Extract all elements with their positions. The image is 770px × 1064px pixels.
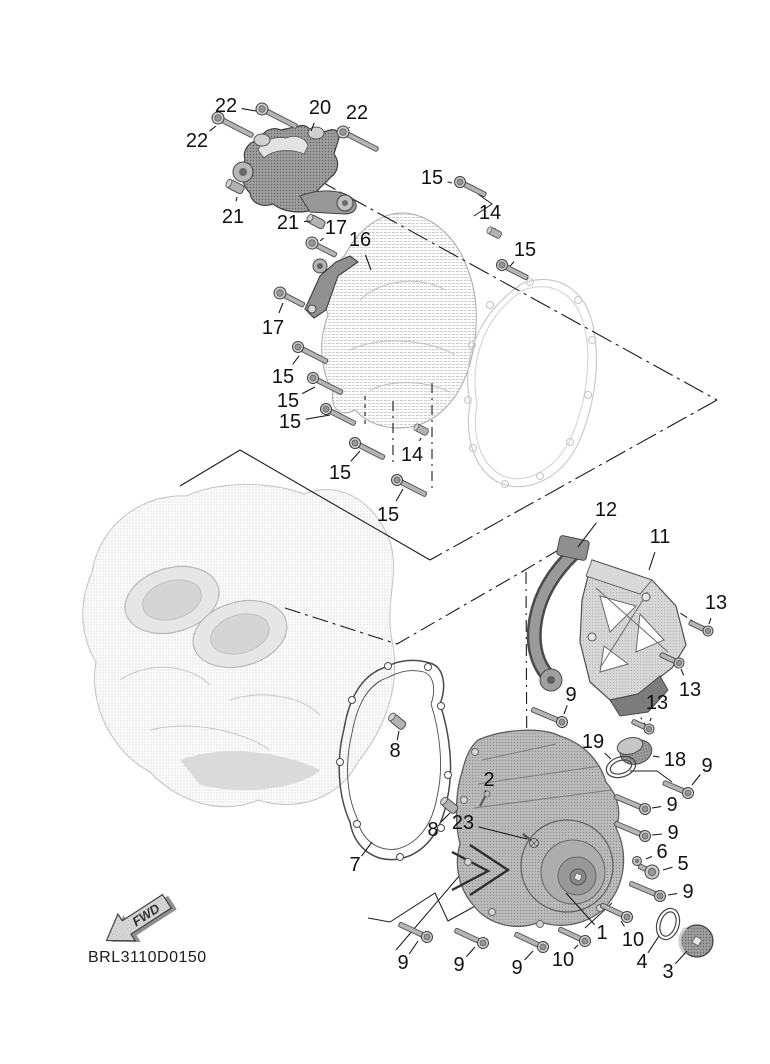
fwd-arrow (98, 886, 181, 958)
part-number-19: 19 (581, 731, 605, 753)
o-ring-4 (653, 905, 684, 942)
flange-bolt (453, 925, 491, 950)
callout-leader-22-0 (210, 126, 216, 131)
callout-leader-4-40 (648, 936, 659, 953)
part-number-14: 14 (478, 202, 502, 224)
flange-bolt (513, 929, 551, 954)
part-number-12: 12 (594, 499, 618, 521)
part-number-9: 9 (701, 755, 713, 777)
cover-gasket-sketch (465, 279, 597, 488)
part-number-22: 22 (185, 130, 209, 152)
flange-bolt (557, 924, 593, 948)
dowel-pin (387, 712, 407, 731)
callout-leader-9-32 (652, 834, 662, 835)
part-number-10: 10 (621, 929, 645, 951)
part-number-7: 7 (349, 854, 361, 876)
callout-leader-15-14 (306, 415, 330, 419)
part-number-9: 9 (565, 684, 577, 706)
callout-leader-15-8 (448, 182, 453, 183)
part-number-9: 9 (666, 794, 678, 816)
part-number-1: 1 (596, 922, 608, 944)
callout-leader-19-24 (605, 753, 611, 759)
part-number-20: 20 (308, 97, 332, 119)
flange-bolt (628, 878, 668, 903)
part-number-9: 9 (511, 957, 523, 979)
callout-leader-17-11 (279, 303, 283, 313)
flange-bolt (254, 101, 300, 132)
part-number-17: 17 (324, 217, 348, 239)
part-number-13: 13 (678, 679, 702, 701)
generator-cover-protector (580, 560, 686, 716)
flange-bolt (335, 124, 381, 155)
callout-leader-15-15 (351, 451, 360, 461)
callout-leader-5-35 (663, 867, 673, 870)
callout-leader-9-26 (692, 775, 700, 785)
part-number-15: 15 (278, 411, 302, 433)
flange-bolt (630, 717, 656, 736)
callout-leader-22-1 (242, 109, 256, 111)
callout-leader-13-22 (650, 718, 651, 721)
part-number-15: 15 (376, 504, 400, 526)
callout-leader-9-42 (409, 941, 418, 954)
callout-leader-22-3 (349, 127, 350, 128)
callout-leader-15-17 (396, 489, 403, 501)
part-number-9: 9 (397, 952, 409, 974)
part-number-13: 13 (704, 592, 728, 614)
part-number-15: 15 (513, 239, 537, 261)
callout-leader-15-12 (293, 356, 299, 364)
part-number-9: 9 (682, 881, 694, 903)
callout-leader-11-19 (649, 552, 655, 570)
part-number-13: 13 (645, 692, 669, 714)
callout-leader-9-44 (525, 951, 534, 960)
callout-leader-15-10 (510, 262, 514, 266)
generator-cover (452, 730, 624, 927)
dowel-pin (486, 226, 502, 239)
callout-leader-14-16 (420, 438, 422, 441)
engine-mount-bracket (233, 126, 356, 214)
callout-leader-17-6 (320, 238, 324, 241)
callout-leader-9-29 (652, 807, 661, 808)
flange-bolt (599, 900, 635, 924)
part-number-4: 4 (636, 951, 648, 973)
fwd-label: FWD (129, 900, 163, 930)
part-number-16: 16 (348, 229, 372, 251)
diagram-code: BRL3110D0150 (88, 949, 207, 966)
callout-leader-10-39 (574, 945, 578, 949)
part-number-9: 9 (667, 822, 679, 844)
callout-leader-9-36 (668, 894, 677, 895)
callout-leader-9-43 (466, 947, 475, 957)
part-number-18: 18 (663, 749, 687, 771)
part-number-9: 9 (453, 954, 465, 976)
part-number-11: 11 (649, 526, 671, 548)
part-number-8: 8 (389, 740, 401, 762)
callout-leader-3-41 (675, 951, 687, 964)
callout-leader-21-4 (236, 197, 237, 201)
part-number-17: 17 (261, 317, 285, 339)
part-number-22: 22 (345, 102, 369, 124)
part-number-5: 5 (677, 853, 689, 875)
part-number-14: 14 (400, 444, 424, 466)
part-number-15: 15 (328, 462, 352, 484)
crankshaft-end-cap (680, 925, 713, 957)
part-number-15: 15 (276, 390, 300, 412)
part-number-22: 22 (214, 95, 238, 117)
part-number-23: 23 (451, 812, 475, 834)
dowel-pin (413, 423, 429, 436)
flange-bolt (530, 704, 570, 729)
clutch-cover-sketch (322, 213, 477, 428)
part-number-6: 6 (656, 841, 668, 863)
part-number-21: 21 (276, 212, 300, 234)
part-number-3: 3 (662, 961, 674, 983)
callout-leader-8-27 (397, 731, 399, 740)
callout-leader-13-20 (709, 618, 711, 624)
flange-bolt (272, 285, 307, 311)
callout-leader-6-34 (646, 856, 652, 859)
flange-bolt (453, 175, 489, 200)
callout-leader-21-5 (304, 221, 310, 222)
callout-leader-15-13 (302, 387, 315, 394)
part-number-2: 2 (483, 769, 495, 791)
callout-leader-9-23 (564, 705, 567, 714)
flange-bolt (495, 258, 531, 283)
flange-bolt (390, 473, 429, 500)
callout-leader-13-21 (681, 669, 684, 675)
part-number-8: 8 (427, 819, 439, 841)
flange-bolt (397, 919, 435, 944)
part-number-21: 21 (221, 206, 245, 228)
callout-leader-18-25 (653, 756, 659, 757)
part-number-15: 15 (420, 167, 444, 189)
part-number-15: 15 (271, 366, 295, 388)
part-number-10: 10 (551, 949, 575, 971)
